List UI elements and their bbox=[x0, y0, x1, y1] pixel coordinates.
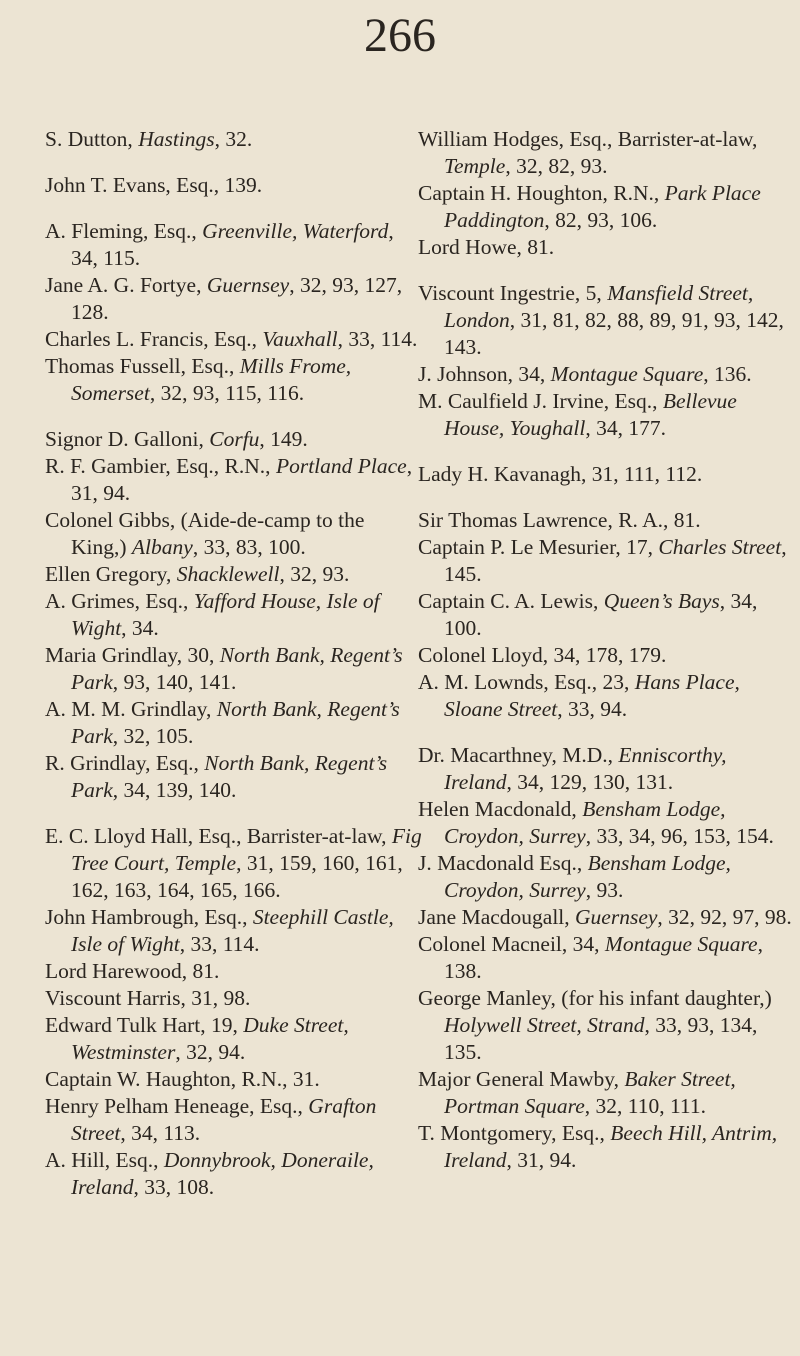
subscriber-name: William Hodges, Esq., Barrister-at-law, bbox=[418, 127, 758, 151]
subscriber-address: Guernsey bbox=[206, 273, 290, 297]
subscriber-address: Hans Place, Sloane Street bbox=[444, 670, 740, 721]
subscriber-name: Sir Thomas Lawrence, R. A., 81. bbox=[418, 508, 701, 532]
subscriber-entry bbox=[418, 461, 793, 488]
subscriber-details: , 31, 81, 82, 88, 89, 91, 93, 142, 143. bbox=[444, 308, 784, 359]
subscriber-address: Albany bbox=[131, 535, 193, 559]
subscriber-details: , 32, 110, 111. bbox=[584, 1094, 706, 1118]
subscriber-name: Charles L. Francis, Esq., bbox=[45, 327, 263, 351]
subscriber-address: Charles Street bbox=[658, 535, 782, 559]
subscriber-address: Bensham Lodge, Croydon, Surrey bbox=[444, 797, 726, 848]
entry-gap bbox=[45, 407, 425, 426]
subscriber-details: , 34, 177. bbox=[585, 416, 666, 440]
subscriber-details: , 33, 108. bbox=[133, 1175, 215, 1199]
subscriber-address: Bensham Lodge, Croydon, Surrey bbox=[444, 851, 731, 902]
subscriber-details: , 149. bbox=[259, 427, 308, 451]
entry-gap bbox=[45, 804, 425, 823]
subscriber-details: , 33, 93, 134, 135. bbox=[444, 1013, 758, 1064]
subscriber-address: North Bank, Regent’s Park bbox=[71, 643, 403, 694]
subscriber-address: Guernsey bbox=[575, 905, 658, 929]
subscriber-entry bbox=[418, 796, 793, 850]
subscriber-address: Greenville, Waterford bbox=[202, 219, 389, 243]
subscriber-address: Vauxhall bbox=[262, 327, 338, 351]
subscriber-name: Colonel Macneil, 34, bbox=[418, 932, 605, 956]
subscriber-entry bbox=[418, 126, 793, 180]
subscriber-entry bbox=[418, 361, 793, 388]
subscriber-name: Viscount Harris, 31, 98. bbox=[45, 986, 251, 1010]
subscriber-entry bbox=[45, 985, 425, 1012]
subscriber-name: Signor D. Galloni, bbox=[45, 427, 210, 451]
subscriber-entry bbox=[418, 534, 793, 588]
subscriber-entry bbox=[418, 742, 793, 796]
subscriber-entry bbox=[45, 588, 425, 642]
subscriber-entry bbox=[45, 750, 425, 804]
subscriber-name: George Manley, (for his infant daughter,) bbox=[418, 986, 772, 1010]
subscriber-entry bbox=[45, 904, 425, 958]
subscriber-address: Steephill Castle, Isle of Wight bbox=[71, 905, 394, 956]
entry-gap bbox=[418, 488, 793, 507]
subscriber-name: A. M. M. Grindlay, bbox=[45, 697, 217, 721]
subscriber-entry bbox=[45, 326, 425, 353]
subscriber-name: Major General Mawby, bbox=[418, 1067, 625, 1091]
subscriber-entry bbox=[418, 1120, 793, 1174]
subscriber-details: , 32, 94. bbox=[175, 1040, 246, 1064]
subscriber-name: M. Caulfield J. Irvine, Esq., bbox=[418, 389, 663, 413]
subscriber-address: Temple bbox=[444, 154, 506, 178]
subscriber-name: Captain W. Haughton, R.N., 31. bbox=[45, 1067, 320, 1091]
subscriber-name: J. Macdonald Esq., bbox=[418, 851, 588, 875]
subscriber-entry bbox=[45, 958, 425, 985]
subscriber-name: Captain P. Le Mesurier, 17, bbox=[418, 535, 659, 559]
subscriber-name: R. F. Gambier, Esq., R.N., bbox=[45, 454, 276, 478]
subscriber-details: , 136. bbox=[703, 362, 752, 386]
subscriber-entry bbox=[45, 1147, 425, 1201]
subscriber-details: , 93. bbox=[585, 878, 624, 902]
subscriber-name: Colonel Gibbs, (Aide-de-camp to the King,) bbox=[45, 508, 365, 559]
subscriber-address: Fig Tree Court, Temple bbox=[71, 824, 422, 875]
subscriber-name: Thomas Fussell, Esq., bbox=[45, 354, 240, 378]
subscriber-name: A. Grimes, Esq., bbox=[45, 589, 194, 613]
subscriber-address: Queen’s Bays bbox=[603, 589, 720, 613]
entry-gap bbox=[418, 261, 793, 280]
left-column bbox=[45, 126, 425, 1201]
subscriber-details: , 33, 114. bbox=[337, 327, 418, 351]
subscriber-details: , 31, 94. bbox=[71, 454, 413, 505]
subscriber-entry bbox=[45, 696, 425, 750]
subscriber-entry bbox=[418, 1066, 793, 1120]
subscriber-details: , 33, 94. bbox=[557, 697, 628, 721]
subscriber-address: Hastings bbox=[138, 127, 215, 151]
subscriber-name: John T. Evans, Esq., 139. bbox=[45, 173, 263, 197]
entry-gap bbox=[45, 199, 425, 218]
subscriber-name: A. M. Lownds, Esq., 23, bbox=[418, 670, 635, 694]
entry-gap bbox=[45, 153, 425, 172]
subscriber-entry bbox=[418, 180, 793, 234]
subscriber-entry bbox=[418, 280, 793, 361]
subscriber-entry bbox=[418, 904, 793, 931]
subscriber-address: Yafford House, Isle of Wight bbox=[71, 589, 380, 640]
subscriber-details: , 34, 139, 140. bbox=[112, 778, 237, 802]
subscriber-details: , 33, 83, 100. bbox=[192, 535, 306, 559]
subscriber-details: , 34, 113. bbox=[120, 1121, 201, 1145]
subscriber-address: North Bank, Regent’s Park bbox=[71, 751, 388, 802]
subscriber-details: , 32. bbox=[214, 127, 253, 151]
subscriber-details: , 138. bbox=[444, 932, 763, 983]
subscriber-name: J. Johnson, 34, bbox=[418, 362, 551, 386]
subscriber-details: , 32, 93, 127, 128. bbox=[71, 273, 403, 324]
subscriber-name: Captain C. A. Lewis, bbox=[418, 589, 604, 613]
subscriber-address: Corfu bbox=[209, 427, 260, 451]
subscriber-name: Maria Grindlay, 30, bbox=[45, 643, 220, 667]
subscriber-address: Portland Place bbox=[275, 454, 407, 478]
subscriber-details: , 31, 159, 160, 161, 162, 163, 164, 165, 166. bbox=[71, 851, 403, 902]
subscriber-name: Edward Tulk Hart, 19, bbox=[45, 1013, 244, 1037]
subscriber-entry bbox=[45, 426, 425, 453]
subscriber-name: Dr. Macarthney, M.D., bbox=[418, 743, 619, 767]
subscriber-name: Helen Macdonald, bbox=[418, 797, 583, 821]
subscriber-details: , 32, 93, 115, 116. bbox=[149, 381, 305, 405]
subscriber-entry bbox=[45, 126, 425, 153]
subscriber-entry bbox=[45, 272, 425, 326]
subscriber-address: North Bank, Regent’s Park bbox=[71, 697, 400, 748]
subscriber-entry bbox=[418, 669, 793, 723]
subscriber-address: Enniscorthy, Ireland bbox=[444, 743, 727, 794]
subscriber-name: Jane Macdougall, bbox=[418, 905, 576, 929]
subscriber-details: , 93, 140, 141. bbox=[112, 670, 237, 694]
entry-gap bbox=[418, 723, 793, 742]
subscriber-name: Viscount Ingestrie, 5, bbox=[418, 281, 608, 305]
subscriber-name: Lord Howe, 81. bbox=[418, 235, 555, 259]
subscriber-entry bbox=[45, 1012, 425, 1066]
subscriber-entry bbox=[418, 234, 793, 261]
subscriber-name: Colonel Lloyd, 34, 178, 179. bbox=[418, 643, 667, 667]
subscriber-address: Shacklewell bbox=[176, 562, 280, 586]
page-number: 266 bbox=[364, 9, 436, 62]
subscriber-details: , 34, 100. bbox=[444, 589, 758, 640]
subscriber-entry bbox=[45, 823, 425, 904]
subscriber-address: Grafton Street bbox=[71, 1094, 377, 1145]
subscriber-name: S. Dutton, bbox=[45, 127, 139, 151]
subscriber-name: R. Grindlay, Esq., bbox=[45, 751, 205, 775]
subscriber-details: , 145. bbox=[444, 535, 787, 586]
subscriber-details: , 34, 115. bbox=[71, 219, 394, 270]
subscriber-name: A. Fleming, Esq., bbox=[45, 219, 203, 243]
subscriber-entry bbox=[418, 850, 793, 904]
subscriber-name: E. C. Lloyd Hall, Esq., Barrister-at-law, bbox=[45, 824, 392, 848]
subscriber-name: Jane A. G. Fortye, bbox=[45, 273, 207, 297]
subscriber-address: Duke Street, Westminster bbox=[71, 1013, 349, 1064]
subscriber-address: Montague Square bbox=[550, 362, 704, 386]
subscriber-address: Mansfield Street, London bbox=[444, 281, 754, 332]
subscriber-entry bbox=[45, 353, 425, 407]
subscriber-address: Holywell Street, Strand bbox=[444, 1013, 645, 1037]
subscriber-entry bbox=[45, 218, 425, 272]
subscriber-entry bbox=[45, 1066, 425, 1093]
subscriber-address: Baker Street, Portman Square bbox=[444, 1067, 736, 1118]
subscriber-address: Bellevue House, Youghall bbox=[444, 389, 737, 440]
subscriber-entry bbox=[418, 507, 793, 534]
subscriber-details: , 82, 93, 106. bbox=[544, 208, 658, 232]
subscriber-entry bbox=[45, 1093, 425, 1147]
subscriber-entry bbox=[418, 931, 793, 985]
entry-gap bbox=[418, 442, 793, 461]
subscriber-name: John Hambrough, Esq., bbox=[45, 905, 253, 929]
subscriber-details: , 33, 34, 96, 153, 154. bbox=[585, 824, 774, 848]
subscriber-details: , 32, 82, 93. bbox=[505, 154, 608, 178]
subscriber-entry bbox=[418, 388, 793, 442]
subscriber-address: Park Place Paddington bbox=[444, 181, 761, 232]
subscriber-name: A. Hill, Esq., bbox=[45, 1148, 164, 1172]
subscriber-address: Montague Square bbox=[604, 932, 758, 956]
right-column bbox=[418, 126, 793, 1174]
subscriber-details: , 34. bbox=[121, 616, 159, 640]
subscriber-entry bbox=[45, 507, 425, 561]
subscriber-name: Captain H. Houghton, R.N., bbox=[418, 181, 665, 205]
subscriber-address: Mills Frome, Somerset bbox=[71, 354, 352, 405]
subscriber-name: Lady H. Kavanagh, 31, 111, 112. bbox=[418, 462, 703, 486]
subscriber-entry bbox=[45, 642, 425, 696]
subscriber-address: Donnybrook, Doneraile, Ireland bbox=[71, 1148, 374, 1199]
subscriber-entry bbox=[45, 172, 425, 199]
subscriber-entry bbox=[418, 642, 793, 669]
subscriber-details: , 32, 105. bbox=[112, 724, 194, 748]
subscriber-details: , 31, 94. bbox=[506, 1148, 577, 1172]
subscriber-entry bbox=[418, 588, 793, 642]
subscriber-name: Henry Pelham Heneage, Esq., bbox=[45, 1094, 309, 1118]
subscriber-details: , 32, 92, 97, 98. bbox=[657, 905, 792, 929]
subscriber-name: Lord Harewood, 81. bbox=[45, 959, 220, 983]
subscriber-details: , 34, 129, 130, 131. bbox=[506, 770, 674, 794]
subscriber-details: , 33, 114. bbox=[179, 932, 260, 956]
subscriber-entry bbox=[418, 985, 793, 1066]
subscriber-name: T. Montgomery, Esq., bbox=[418, 1121, 611, 1145]
subscriber-address: Beech Hill, Antrim, Ireland bbox=[444, 1121, 778, 1172]
subscriber-entry bbox=[45, 453, 425, 507]
subscriber-name: Ellen Gregory, bbox=[45, 562, 177, 586]
subscriber-entry bbox=[45, 561, 425, 588]
subscriber-details: , 32, 93. bbox=[279, 562, 350, 586]
